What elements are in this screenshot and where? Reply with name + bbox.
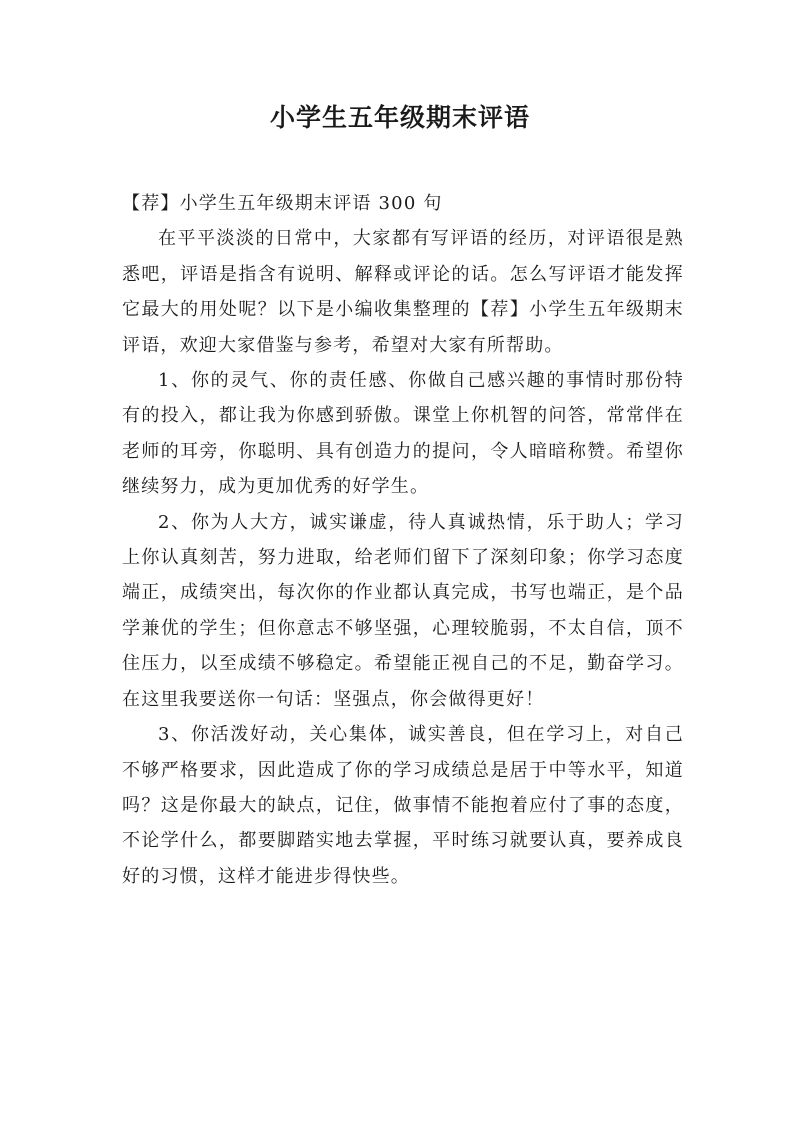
comment-paragraph-2: 2、你为人大方，诚实谦虚，待人真诚热情，乐于助人；学习上你认真刻苦，努力进取，给老师们留下了深刻印象；你学习态度端正，成绩突出，每次你的作业都认真完成，书写也端正，是个品学兼优的学生；但你意志不够坚强，心理较脆弱，不太自信，顶不住压力，以至成绩不够稳定。希望能正视自己的不足，勤奋学习。在这里我要送你一句话：坚强点，你会做得更好！ (122, 511, 684, 710)
document-title: 小学生五年级期末评语 (269, 103, 530, 132)
intro-paragraph: 在平平淡淡的日常中，大家都有写评语的经历，对评语很是熟悉吧，评语是指含有说明、解释或评论的话。怎么写评语才能发挥它最大的用处呢？以下是小编收集整理的【荐】小学生五年级期末评语，欢迎大家借鉴与参考，希望对大家有所帮助。 (122, 228, 684, 356)
comment-paragraph-1: 1、你的灵气、你的责任感、你做自己感兴趣的事情时那份特有的投入，都让我为你感到骄傲。课堂上你机智的问答，常常伴在老师的耳旁，你聪明、具有创造力的提问，令人暗暗称赞。希望你继续努力，成为更加优秀的好学生。 (122, 370, 684, 498)
comment-paragraph-3: 3、你活泼好动，关心集体，诚实善良，但在学习上，对自己不够严格要求，因此造成了你的学习成绩总是居于中等水平，知道吗？这是你最大的缺点，记住，做事情不能抱着应付了事的态度，不论学什么，都要脚踏实地去掌握，平时练习就要认真，要养成良好的习惯，这样才能进步得快些。 (122, 724, 684, 887)
document-subtitle: 【荐】小学生五年级期末评语 300 句 (122, 193, 443, 214)
document-body (122, 186, 684, 894)
